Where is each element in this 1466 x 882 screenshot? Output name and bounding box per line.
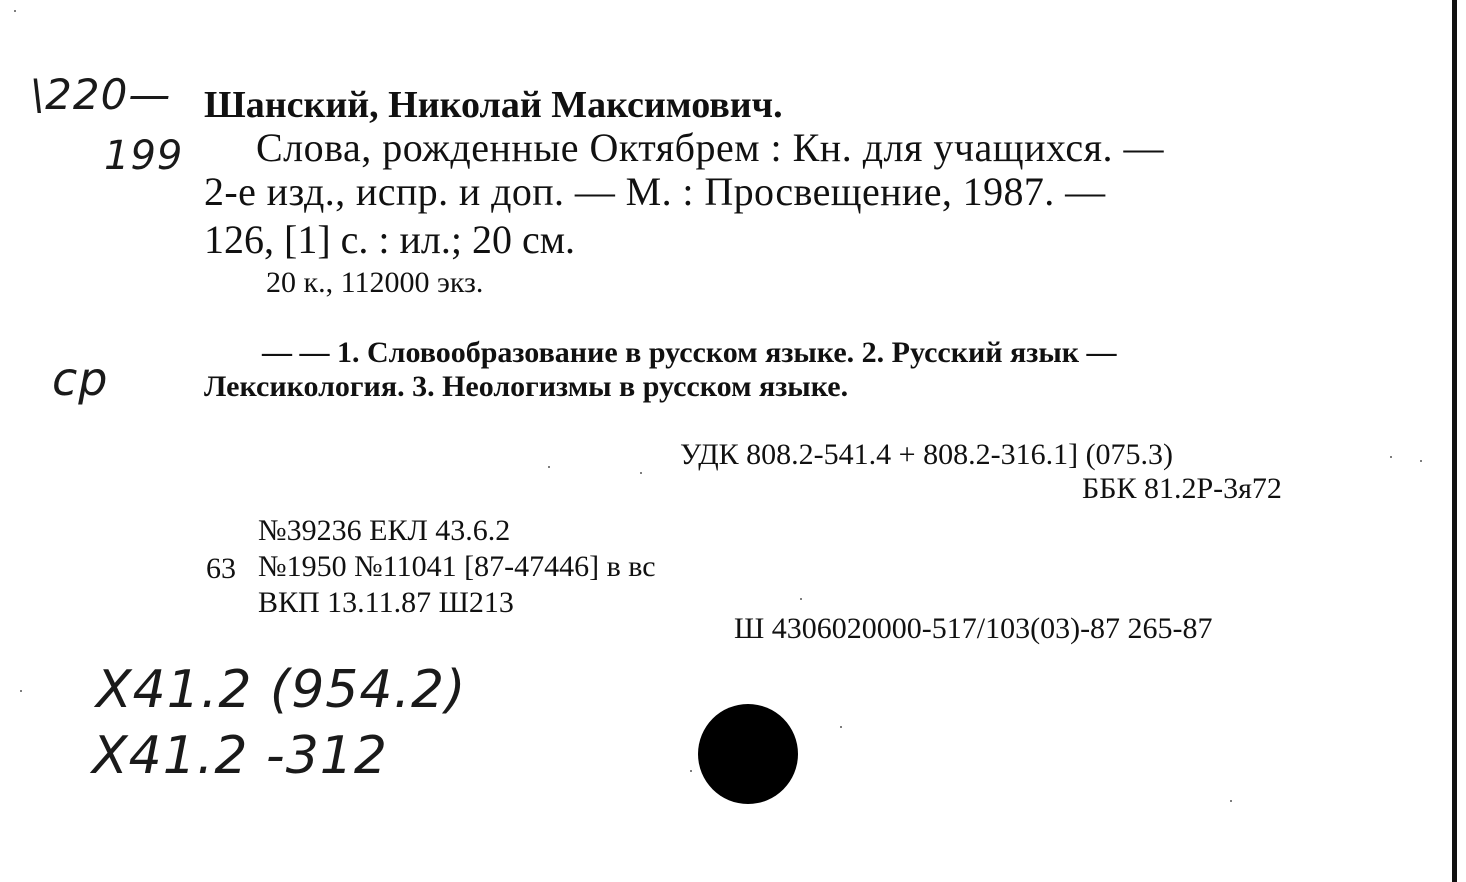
scan-speck — [1230, 800, 1232, 802]
title-line-3: 126, [1] с. : ил.; 20 см. — [204, 217, 576, 262]
scan-speck — [840, 726, 842, 728]
udk-line: УДК 808.2-541.4 + 808.2-316.1] (075.3) — [680, 438, 1174, 471]
handwritten-code-1: Х41.2 (954.2) — [96, 660, 467, 720]
punch-hole — [698, 704, 798, 804]
call-number-bottom: 199 — [104, 133, 184, 179]
scan-speck — [548, 466, 550, 468]
title-line-1: Слова, рожденные Октябрем : Кн. для учащихся. — — [256, 125, 1164, 170]
scan-speck — [14, 10, 16, 12]
code-line: Ш 4306020000-517/103(03)-87 265-87 — [734, 612, 1213, 645]
order-prefix: 63 — [206, 552, 236, 585]
call-number-top: \220— — [30, 70, 172, 119]
handwritten-code-2: Х41.2 -312 — [92, 726, 388, 786]
handwritten-mark: ср — [52, 352, 109, 406]
order-line-2: №1950 №11041 [87-47446] в вс — [258, 550, 656, 583]
price-line: 20 к., 112000 экз. — [266, 266, 484, 299]
scan-speck — [800, 598, 802, 600]
author-heading: Шанский, Николай Максимович. — [204, 84, 783, 126]
order-line-3: ВКП 13.11.87 Ш213 — [258, 586, 514, 619]
scan-speck — [640, 472, 642, 474]
order-line-1: №39236 ЕКЛ 43.6.2 — [258, 514, 511, 547]
scan-speck — [20, 690, 22, 692]
scan-speck — [690, 770, 692, 772]
scan-speck — [1390, 456, 1392, 458]
title-line-2: 2-е изд., испр. и доп. — М. : Просвещение, 1987. — — [204, 169, 1106, 214]
bbk-line: ББК 81.2Р-3я72 — [1082, 472, 1282, 505]
card-edge — [1452, 0, 1457, 882]
scan-speck — [1420, 460, 1422, 462]
subjects-line-1: — — 1. Словообразование в русском языке. 2. Русский язык — — [262, 336, 1117, 369]
subjects-line-2: Лексикология. 3. Неологизмы в русском языке. — [204, 370, 849, 403]
